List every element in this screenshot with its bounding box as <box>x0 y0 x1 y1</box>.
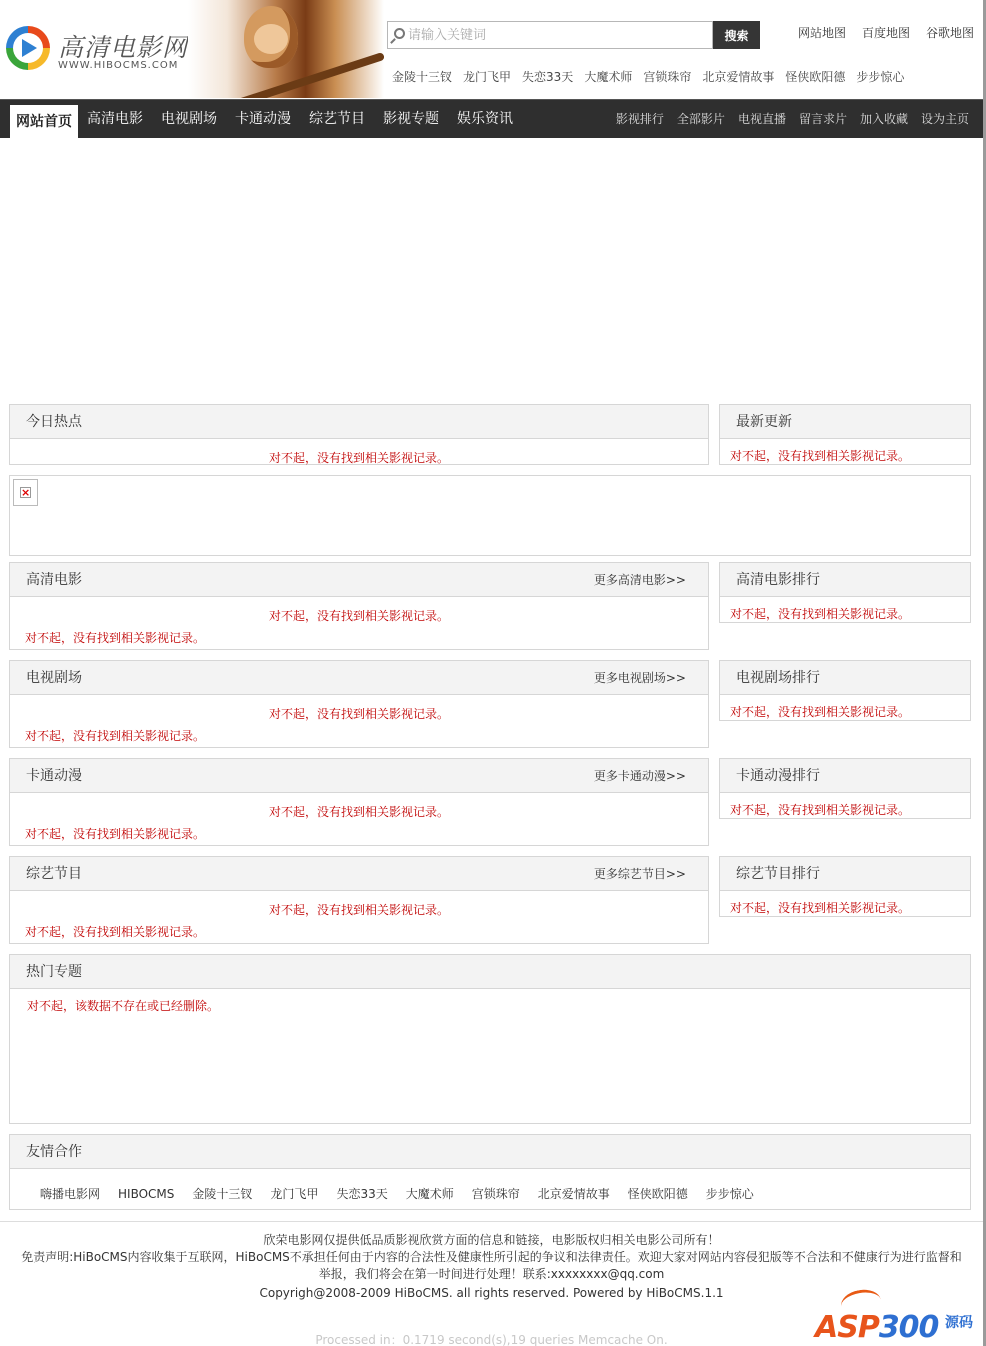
empty-message: 对不起，没有找到相关影视记录。 <box>730 901 911 915</box>
broken-image-icon: × <box>13 479 38 506</box>
footer-notice: 欣荣电影网仅提供低品质影视欣赏方面的信息和链接，电影版权归相关电影公司所有！ <box>263 1233 720 1247</box>
panel-title: 卡通动漫排行 <box>720 759 970 793</box>
nav-all-films[interactable]: 全部影片 <box>676 112 725 126</box>
nav-set-home[interactable]: 设为主页 <box>920 112 969 126</box>
hot-keyword-link[interactable]: 怪侠欧阳德 <box>785 70 846 84</box>
empty-message: 对不起，没有找到相关影视记录。 <box>25 827 206 841</box>
nav-ranking[interactable]: 影视排行 <box>615 112 664 126</box>
more-tv-link[interactable]: 更多电视剧场>> <box>593 671 686 685</box>
asp300-watermark-logo <box>811 1290 981 1346</box>
variety-panel <box>9 856 709 944</box>
ad-banner <box>9 475 971 556</box>
top-links <box>782 24 974 41</box>
friend-link[interactable]: 大魔术师 <box>405 1187 454 1201</box>
panel-title: 高清电影排行 <box>720 563 970 597</box>
logo-text: 高清电影网 <box>58 33 189 62</box>
empty-message: 对不起，没有找到相关影视记录。 <box>730 449 911 463</box>
header <box>0 0 986 98</box>
panel-title <box>10 759 708 793</box>
panel-title: 最新更新 <box>720 405 970 439</box>
footer-disclaimer: 免责声明:HiBoCMS内容收集于互联网，HiBoCMS不承担任何由于内容的合法性及健康性所引起的争议和法律责任。欢迎大家对网站内容侵犯版等不合法和不健康行为进行监督和举报，我们将会在第一时间进行处理！联系:xxxxxxxx@qq.com <box>21 1250 962 1281</box>
empty-message: 对不起，没有找到相关影视记录。 <box>25 729 206 743</box>
nav-tv[interactable]: 电视剧场 <box>161 111 217 127</box>
header-banner-image <box>188 0 384 98</box>
empty-message: 对不起，该数据不存在或已经删除。 <box>27 999 220 1013</box>
empty-message: 对不起，没有找到相关影视记录。 <box>730 705 911 719</box>
friend-link[interactable]: 北京爱情故事 <box>537 1187 610 1201</box>
hot-keyword-link[interactable]: 龙门飞甲 <box>463 70 512 84</box>
nav-home[interactable]: 网站首页 <box>10 105 78 139</box>
copyright: Copyrigh@2008-2009 HiBoCMS. all rights reserved. Powered by HiBoCMS.1.1 <box>259 1286 724 1300</box>
empty-message: 对不起，没有找到相关影视记录。 <box>268 451 449 465</box>
panel-title: 电视剧场排行 <box>720 661 970 695</box>
empty-message: 对不起，没有找到相关影视记录。 <box>730 607 911 621</box>
nav-cartoon[interactable]: 卡通动漫 <box>235 111 291 127</box>
cartoon-panel <box>9 758 709 846</box>
friend-link[interactable]: HIBOCMS <box>118 1187 175 1201</box>
hot-topics-panel <box>9 954 971 1124</box>
footer-divider <box>0 1221 983 1222</box>
site-logo[interactable] <box>6 22 191 74</box>
watermark-text: ASP300 <box>815 1310 939 1345</box>
footer <box>0 1232 983 1283</box>
friend-link[interactable]: 嗨播电影网 <box>40 1187 101 1201</box>
more-movies-link[interactable]: 更多高清电影>> <box>593 573 686 587</box>
nav-sub-menu <box>603 100 969 139</box>
baidu-map-link[interactable]: 百度地图 <box>861 26 910 40</box>
today-hot-panel <box>9 404 709 465</box>
section-title: 高清电影 <box>26 572 82 588</box>
cartoon-rank-panel <box>719 758 971 819</box>
friend-link[interactable]: 金陵十三钗 <box>192 1187 253 1201</box>
movies-panel <box>9 562 709 650</box>
panel-title <box>10 563 708 597</box>
more-variety-link[interactable]: 更多综艺节目>> <box>593 867 686 881</box>
nav-main-menu <box>10 100 522 139</box>
hot-keyword-link[interactable]: 步步惊心 <box>856 70 905 84</box>
friend-links-panel <box>9 1134 971 1210</box>
friend-link[interactable]: 宫锁珠帘 <box>471 1187 520 1201</box>
friend-link[interactable]: 步步惊心 <box>705 1187 754 1201</box>
search-input[interactable] <box>408 25 708 45</box>
logo-subtext: WWW.HIBOCMS.COM <box>58 60 179 71</box>
section-title: 卡通动漫 <box>26 768 82 784</box>
empty-message: 对不起，没有找到相关影视记录。 <box>730 803 911 817</box>
watermark-cn-text: 源码 <box>945 1315 973 1331</box>
variety-rank-panel <box>719 856 971 917</box>
nav-news[interactable]: 娱乐资讯 <box>457 111 513 127</box>
empty-message: 对不起，没有找到相关影视记录。 <box>25 631 206 645</box>
friend-links <box>30 1185 762 1202</box>
play-icon <box>22 39 37 57</box>
nav-variety[interactable]: 综艺节目 <box>309 111 365 127</box>
hot-keyword-link[interactable]: 宫锁珠帘 <box>643 70 692 84</box>
empty-message: 对不起，没有找到相关影视记录。 <box>25 925 206 939</box>
main-nav <box>0 99 983 138</box>
tv-rank-panel <box>719 660 971 721</box>
hot-keyword-link[interactable]: 北京爱情故事 <box>702 70 775 84</box>
hot-keywords <box>392 68 915 85</box>
nav-movies[interactable]: 高清电影 <box>87 111 143 127</box>
friend-link[interactable]: 怪侠欧阳德 <box>627 1187 688 1201</box>
site-map-link[interactable]: 网站地图 <box>797 26 846 40</box>
friend-link[interactable]: 失恋33天 <box>336 1187 388 1201</box>
panel-title <box>10 661 708 695</box>
nav-bookmark[interactable]: 加入收藏 <box>859 112 908 126</box>
nav-topics[interactable]: 影视专题 <box>383 111 439 127</box>
search-icon <box>394 28 405 39</box>
search-button[interactable]: 搜索 <box>713 21 760 49</box>
latest-update-panel <box>719 404 971 465</box>
section-title: 综艺节目 <box>26 866 82 882</box>
panel-title: 今日热点 <box>10 405 708 439</box>
panel-title <box>10 857 708 891</box>
nav-tv-live[interactable]: 电视直播 <box>737 112 786 126</box>
hot-keyword-link[interactable]: 大魔术师 <box>584 70 633 84</box>
section-title: 电视剧场 <box>26 670 82 686</box>
panel-title: 综艺节目排行 <box>720 857 970 891</box>
hot-keyword-link[interactable]: 金陵十三钗 <box>392 70 453 84</box>
friend-link[interactable]: 龙门飞甲 <box>270 1187 319 1201</box>
google-map-link[interactable]: 谷歌地图 <box>925 26 974 40</box>
panel-title: 热门专题 <box>10 955 970 989</box>
empty-message: 对不起，没有找到相关影视记录。 <box>268 805 449 819</box>
movies-rank-panel <box>719 562 971 623</box>
more-cartoon-link[interactable]: 更多卡通动漫>> <box>593 769 686 783</box>
panel-title: 友情合作 <box>10 1135 970 1169</box>
search-box <box>387 21 713 49</box>
processed-info: Processed in：0.1719 second(s),19 queries Memcache On. <box>315 1333 668 1346</box>
empty-message: 对不起，没有找到相关影视记录。 <box>268 609 449 623</box>
tv-panel <box>9 660 709 748</box>
empty-message: 对不起，没有找到相关影视记录。 <box>268 903 449 917</box>
hot-keyword-link[interactable]: 失恋33天 <box>522 70 574 84</box>
nav-request[interactable]: 留言求片 <box>798 112 847 126</box>
empty-message: 对不起，没有找到相关影视记录。 <box>268 707 449 721</box>
